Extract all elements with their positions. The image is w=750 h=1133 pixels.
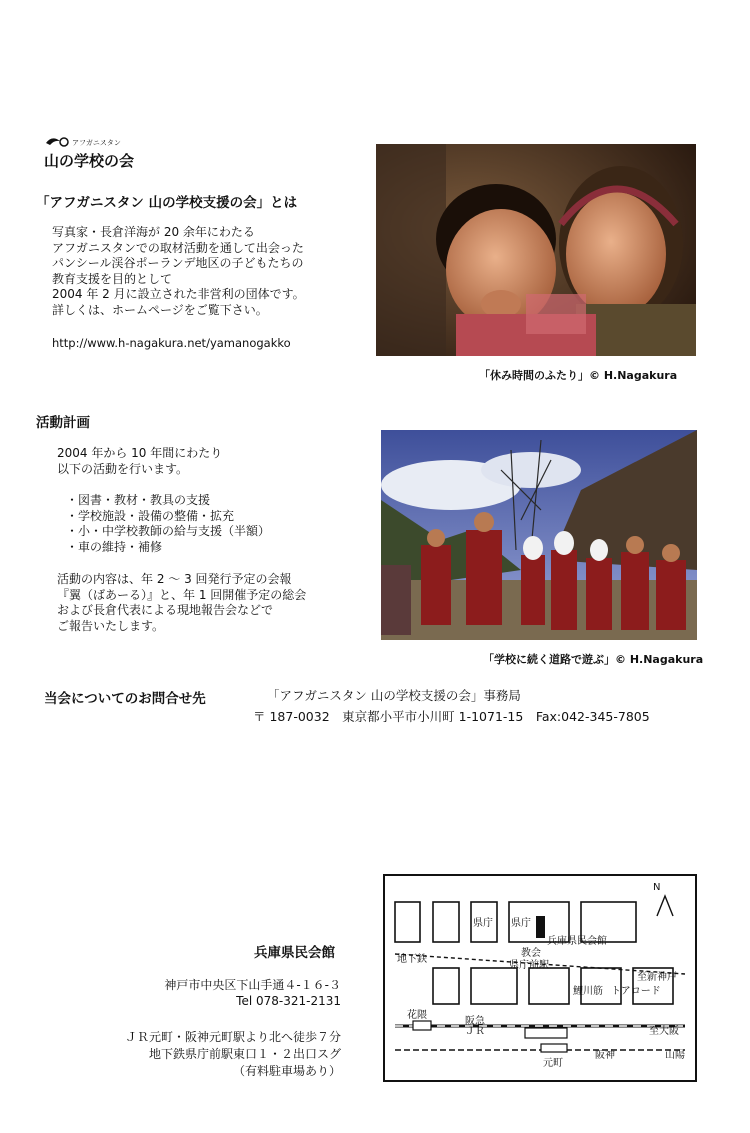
logo-name: 山の学校の会 (44, 152, 135, 170)
map-label-osaka: 至大阪 (649, 1026, 679, 1037)
plan-intro-line: 2004 年から 10 年間にわたり (57, 446, 223, 460)
about-line: パンシール渓谷ポーランデ地区の子どもたちの (52, 256, 304, 271)
map-label-motomachi: 元町 (543, 1058, 563, 1069)
map-label-church: 教会 (521, 948, 541, 959)
map-label-prefecture1: 県庁 (473, 918, 493, 929)
plan-items (66, 493, 270, 555)
photo1-caption: 「休み時間のふたり」© H.Nagakura (479, 369, 678, 382)
plan-item: ・学校施設・設備の整備・拡充 (66, 508, 235, 523)
venue-access-jr: ＪＲ元町・阪神元町駅より北へ徒歩７分 (124, 1030, 341, 1044)
plan-outro-line: ご報告いたします。 (57, 618, 165, 633)
about-line: 写真家・長倉洋海が 20 余年にわたる (52, 225, 255, 239)
organization-logo (42, 133, 135, 173)
about-line: 詳しくは、ホームページをご覧下さい。 (52, 302, 268, 317)
plan-item: ・車の維持・補修 (66, 539, 163, 554)
contact-org: 「アフガニスタン 山の学校支援の会」事務局 (267, 688, 521, 703)
plan-title: 活動計画 (36, 415, 90, 431)
map-label-shinkobe: 至新神戸 (637, 972, 677, 983)
map-label-sanyo: 山陽 (665, 1050, 685, 1061)
about-line: 教育支援を目的として (52, 271, 173, 286)
plan-outro-line: 『翼（ばあーる）』と、年 1 回開催予定の総会 (57, 587, 307, 602)
map-label-hanakuma: 花隈 (407, 1010, 427, 1021)
map-label-subway: 地下鉄 (397, 954, 427, 965)
access-map (383, 874, 697, 1082)
map-label-tor-road: トアロード (611, 986, 661, 997)
about-title: 「アフガニスタン 山の学校支援の会」とは (36, 195, 298, 211)
photo-children-on-road (381, 430, 697, 640)
venue-address: 神戸市中央区下山手通４‐１６‐３ (164, 978, 341, 992)
contact-address: 〒 187‐0032 東京都小平市小川町 1‐1071‐15 Fax:042‐345‐7805 (253, 709, 650, 724)
plan-outro-line: 活動の内容は、年 2 ～ 3 回発行予定の会報 (57, 572, 292, 586)
hall-marker (536, 916, 545, 938)
map-label-hanshin: 阪神 (595, 1050, 615, 1061)
plan-item: ・図書・教材・教具の支援 (66, 493, 211, 507)
venue-name: 兵庫県民会館 (254, 945, 335, 961)
map-label-north: N (653, 882, 661, 893)
about-line: アフガニスタンでの取材活動を通して出会った (52, 240, 304, 255)
map-label-hankyu: 阪急 (465, 1016, 485, 1027)
photo2-caption: 「学校に続く道路で遊ぶ」© H.Nagakura (483, 653, 704, 666)
about-text (52, 225, 305, 319)
map-label-hall: 兵庫県民会館 (547, 936, 607, 947)
plan-item: ・小・中学校教師の給与支援（半額） (66, 524, 271, 539)
about-line: 2004 年 2 月に設立された非営利の団体です。 (52, 287, 305, 302)
venue-parking: （有料駐車場あり） (232, 1064, 341, 1078)
map-label-prefecture2: 県庁 (511, 918, 531, 929)
plan-outro-line: および長倉代表による現地報告会などで (57, 603, 274, 618)
homepage-url[interactable]: http://www.h-nagakura.net/yamanogakko (52, 336, 291, 350)
plan-intro (57, 446, 222, 477)
map-label-jr: ＪＲ (465, 1026, 485, 1037)
photo-two-children (376, 144, 696, 356)
contact-label: 当会についてのお問合せ先 (44, 691, 206, 707)
venue-tel: Tel 078‐321‐2131 (236, 994, 341, 1008)
venue-access-subway: 地下鉄県庁前駅東口１・２出口スグ (148, 1047, 341, 1061)
map-label-station: 県庁前駅 (509, 960, 549, 971)
map-label-ikuta: 鯉川筋 (573, 986, 603, 997)
plan-outro (57, 572, 306, 634)
plan-intro-line: 以下の活動を行います。 (57, 461, 189, 476)
logo-small-text: アフガニスタン (72, 139, 121, 147)
